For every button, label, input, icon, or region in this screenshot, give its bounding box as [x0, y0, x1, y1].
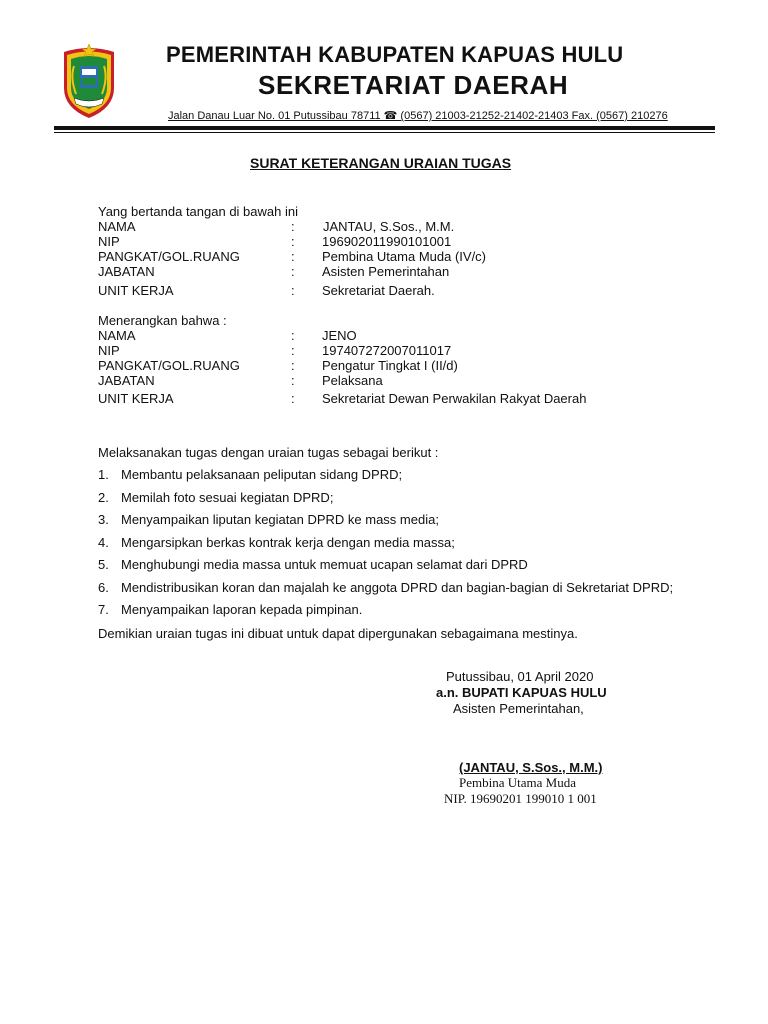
closing-statement: Demikian uraian tugas ini dibuat untuk dapat dipergunakan sebagaimana mestinya.	[98, 626, 578, 641]
duty-text: Menyampaikan liputan kegiatan DPRD ke mass media;	[121, 512, 439, 527]
signer-colon: :	[291, 283, 295, 298]
duty-text: Mendistribusikan koran dan majalah ke anggota DPRD dan bagian-bagian di Sekretariat DPRD;	[121, 580, 674, 595]
duty-number: 1.	[98, 467, 109, 482]
duty-number: 7.	[98, 602, 109, 617]
signer-value-nama: JANTAU, S.Sos., M.M.	[323, 219, 455, 234]
duty-number: 3.	[98, 512, 109, 527]
subject-colon: :	[291, 328, 295, 343]
signer-value-pangkat: Pembina Utama Muda (IV/c)	[322, 249, 487, 264]
signer-intro: Yang bertanda tangan di bawah ini	[98, 204, 298, 219]
letterhead-divider-thin	[54, 132, 715, 133]
letterhead-government: PEMERINTAH KABUPATEN KAPUAS HULU	[166, 42, 624, 67]
subject-value-pangkat: Pengatur Tingkat I (II/d)	[322, 358, 458, 373]
signer-label-unit: UNIT KERJA	[98, 283, 174, 298]
duty-number: 6.	[98, 580, 109, 595]
signer-label-nip: NIP	[98, 234, 120, 249]
duty-text: Memilah foto sesuai kegiatan DPRD;	[121, 490, 334, 505]
subject-colon: :	[291, 391, 295, 406]
subject-label-nip: NIP	[98, 343, 120, 358]
subject-label-jabatan: JABATAN	[98, 373, 155, 388]
subject-value-nama: JENO	[322, 328, 357, 343]
signer-label-jabatan: JABATAN	[98, 264, 155, 279]
signer-label-pangkat: PANGKAT/GOL.RUANG	[98, 249, 240, 264]
subject-colon: :	[291, 373, 295, 388]
subject-label-pangkat: PANGKAT/GOL.RUANG	[98, 358, 240, 373]
signer-value-jabatan: Asisten Pemerintahan	[322, 264, 450, 279]
subject-value-jabatan: Pelaksana	[322, 373, 383, 388]
subject-label-unit: UNIT KERJA	[98, 391, 174, 406]
signer-value-unit: Sekretariat Daerah.	[322, 283, 435, 298]
signature-on-behalf: a.n. BUPATI KAPUAS HULU	[436, 685, 607, 700]
subject-value-unit: Sekretariat Dewan Perwakilan Rakyat Daerah	[322, 391, 587, 406]
kapuas-hulu-crest-logo	[56, 42, 122, 120]
duty-number: 5.	[98, 557, 109, 572]
signature-name: (JANTAU, S.Sos., M.M.)	[459, 760, 603, 775]
signer-colon: :	[291, 264, 295, 279]
duties-intro: Melaksanakan tugas dengan uraian tugas sebagai berikut :	[98, 445, 439, 460]
signer-colon: :	[291, 249, 295, 264]
subject-colon: :	[291, 358, 295, 373]
signer-label-nama: NAMA	[98, 219, 136, 234]
duty-text: Mengarsipkan berkas kontrak kerja dengan media massa;	[121, 535, 455, 550]
duty-text: Menyampaikan laporan kepada pimpinan.	[121, 602, 363, 617]
duty-text: Menghubungi media massa untuk memuat ucapan selamat dari DPRD	[121, 557, 528, 572]
signature-place-date: Putussibau, 01 April 2020	[446, 669, 594, 684]
subject-colon: :	[291, 343, 295, 358]
letterhead-divider-thick	[54, 126, 715, 130]
subject-label-nama: NAMA	[98, 328, 136, 343]
letterhead-office: SEKRETARIAT DAERAH	[258, 70, 569, 100]
document-title: SURAT KETERANGAN URAIAN TUGAS	[250, 155, 512, 171]
duty-number: 2.	[98, 490, 109, 505]
signer-value-nip: 196902011990101001	[322, 234, 452, 249]
duty-text: Membantu pelaksanaan peliputan sidang DPRD;	[121, 467, 403, 482]
duty-number: 4.	[98, 535, 109, 550]
subject-value-nip: 197407272007011017	[322, 343, 452, 358]
signature-position: Asisten Pemerintahan,	[453, 701, 584, 716]
letterhead-address: Jalan Danau Luar No. 01 Putussibau 78711 ☎ (0567) 21003-21252-21402-21403 Fax. (0567) 210276	[168, 110, 668, 122]
signature-nip: NIP. 19690201 199010 1 001	[444, 791, 597, 806]
signer-colon: :	[291, 234, 295, 249]
signature-rank: Pembina Utama Muda	[459, 775, 576, 790]
subject-intro: Menerangkan bahwa :	[98, 313, 227, 328]
signer-colon: :	[291, 219, 295, 234]
